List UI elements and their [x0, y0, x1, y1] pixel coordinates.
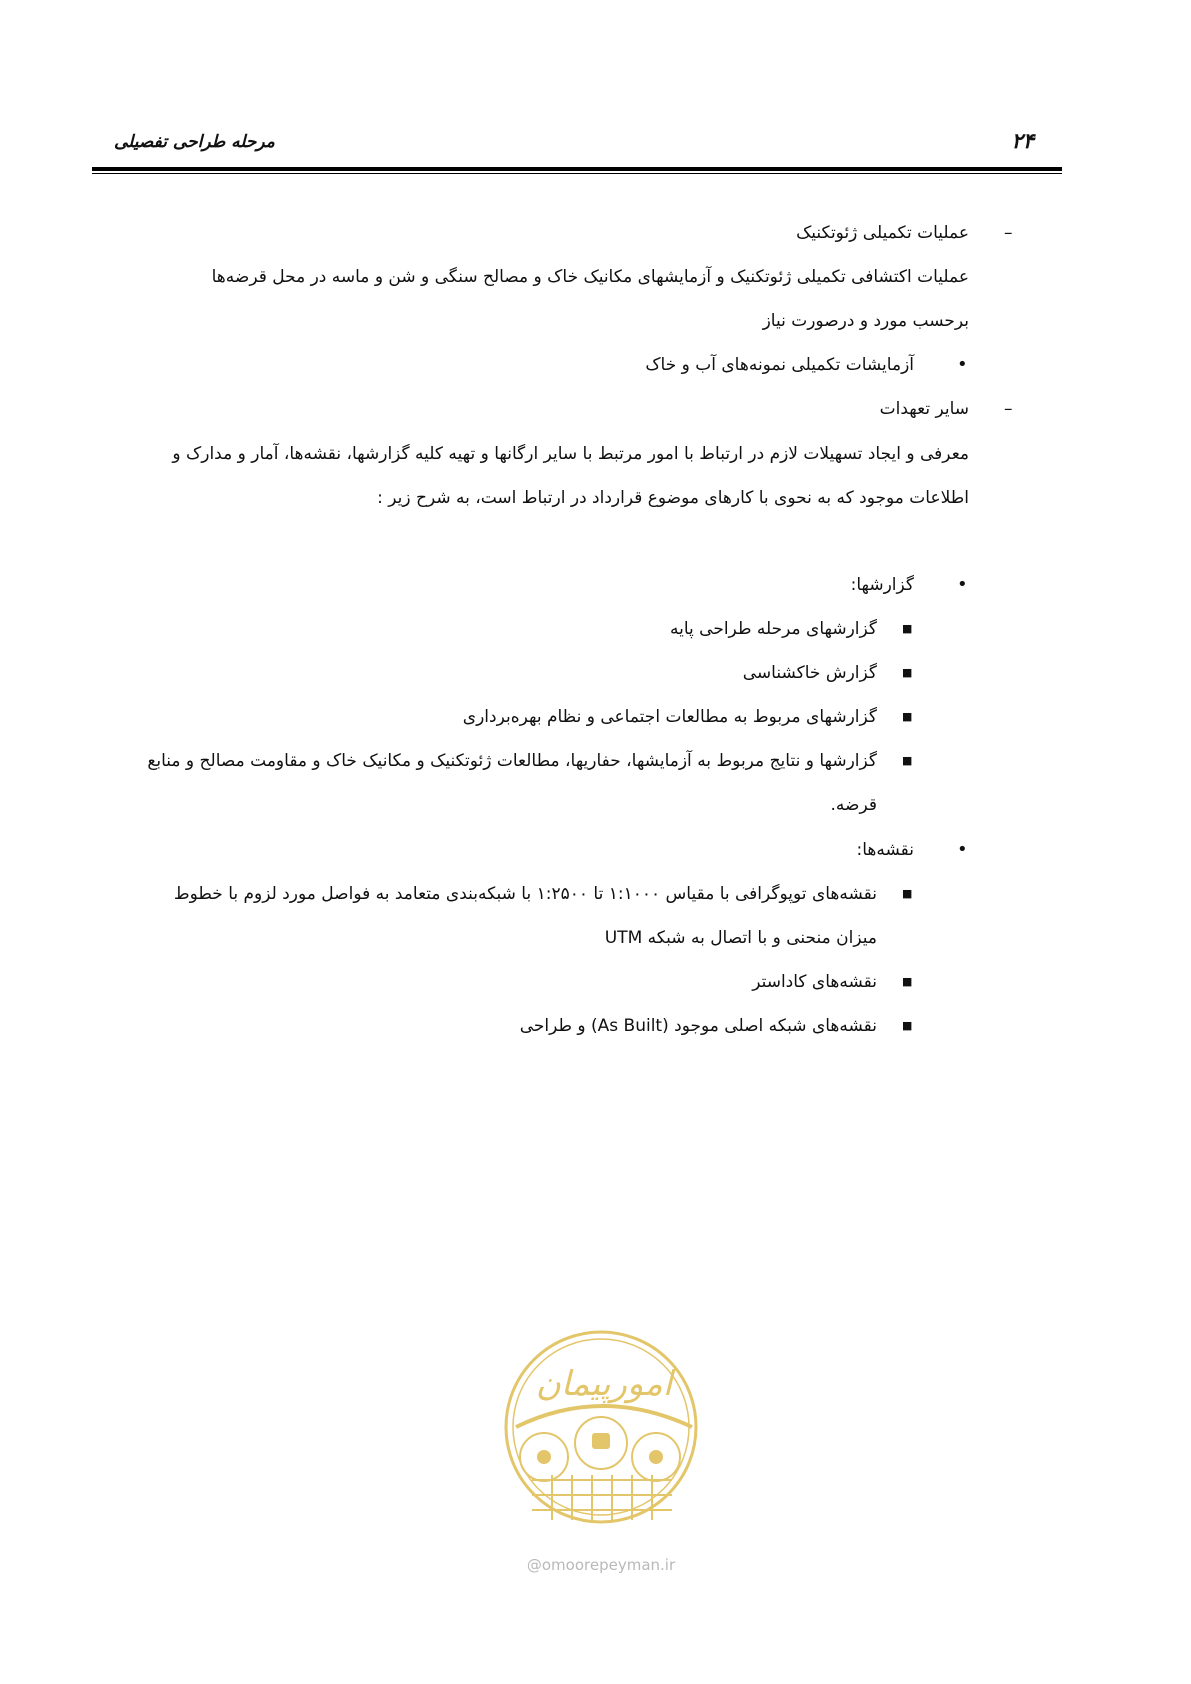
reports-heading: گزارشها:: [850, 575, 914, 595]
geotech-desc-line1: عملیات اکتشافی تکمیلی ژئوتکنیک و آزمایشهای مکانیک خاک و مصالح سنگی و شن و ماسه در محل قرضه‌ها: [211, 267, 969, 287]
square-bullet: ■: [902, 975, 913, 988]
other-desc-line1: معرفی و ایجاد تسهیلات لازم در ارتباط با امور مرتبط با سایر ارگانها و تهیه کلیه گزارشها، نقشه‌ها، آمار و مدارک و: [172, 444, 969, 464]
running-title: مرحله طراحی تفصیلی: [114, 132, 275, 152]
report-item: گزارشهای مربوط به مطالعات اجتماعی و نظام بهره‌برداری: [462, 707, 877, 727]
page-number: ۲۴: [1011, 128, 1034, 153]
watermark-site: @omoorepeyman.ir: [526, 1556, 676, 1574]
square-bullet: ■: [902, 1019, 913, 1032]
water-soil-tests: آزمایشات تکمیلی نمونه‌های آب و خاک: [645, 355, 914, 375]
header-rule-thin: [92, 173, 1062, 174]
header-rule-thick: [92, 167, 1062, 171]
square-bullet: ■: [902, 710, 913, 723]
page-header: [92, 128, 1062, 168]
other-heading: سایر تعهدات: [879, 399, 969, 419]
map-item: نقشه‌های توپوگرافی با مقیاس ۱:۱۰۰۰ تا ۱:۲۵۰۰ با شبکه‌بندی متعامد به فواصل مورد لزوم با خطوط: [173, 884, 877, 904]
square-bullet: ■: [902, 666, 913, 679]
dash-marker: –: [1004, 223, 1013, 243]
watermark-logo-text: امورپیمان: [535, 1364, 673, 1404]
watermark-seal-graphic: [492, 1325, 710, 1585]
map-item: نقشه‌های شبکه اصلی موجود (As Built) و طراحی: [519, 1016, 877, 1036]
report-item-continuation: قرضه.: [830, 795, 877, 815]
maps-heading: نقشه‌ها:: [856, 840, 914, 860]
bullet-marker: •: [957, 574, 968, 595]
report-item: گزارشهای مرحله طراحی پایه: [670, 619, 877, 639]
geotech-heading: عملیات تکمیلی ژئوتکنیک: [796, 223, 969, 243]
report-item: گزارشها و نتایج مربوط به آزمایشها، حفاریها، مطالعات ژئوتکنیک و مکانیک خاک و مقاومت مصالح و منابع: [147, 751, 877, 771]
dash-marker: –: [1004, 399, 1013, 419]
square-bullet: ■: [902, 622, 913, 635]
other-desc-line2: اطلاعات موجود که به نحوی با کارهای موضوع قرارداد در ارتباط است، به شرح زیر :: [377, 488, 969, 508]
watermark-logo: [492, 1325, 710, 1585]
map-item: نقشه‌های کاداستر: [752, 972, 877, 992]
bullet-marker: •: [957, 839, 968, 860]
square-bullet: ■: [902, 887, 913, 900]
report-item: گزارش خاکشناسی: [742, 663, 877, 683]
geotech-desc-line2: برحسب مورد و درصورت نیاز: [762, 311, 969, 331]
square-bullet: ■: [902, 754, 913, 767]
map-item-continuation: میزان منحنی و با اتصال به شبکه UTM: [604, 928, 877, 948]
bullet-marker: •: [957, 354, 968, 375]
